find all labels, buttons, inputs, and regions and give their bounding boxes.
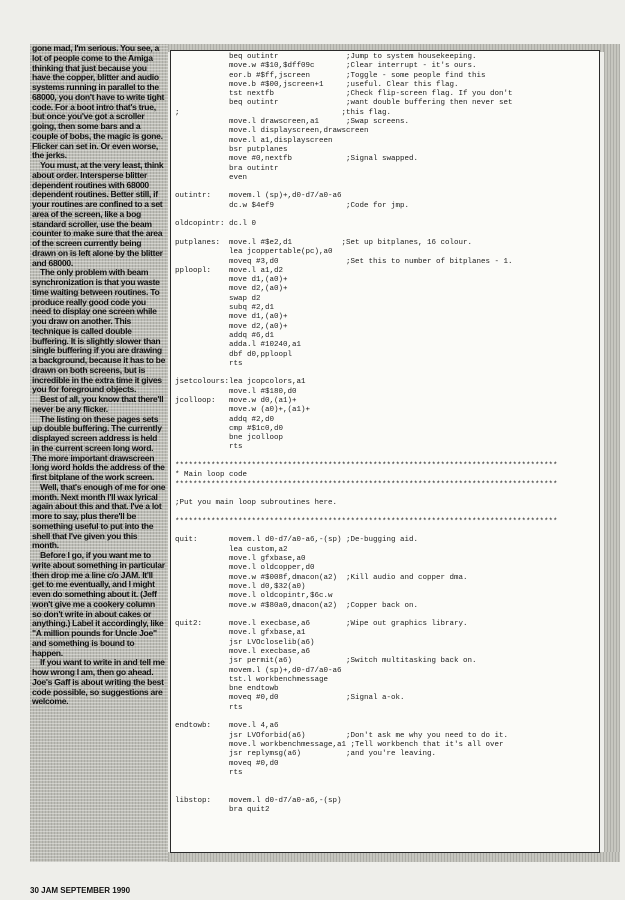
code-line: move.w #$80a0,dmacon(a2) ;Copper back on. — [175, 601, 419, 610]
code-line: eor.b #$ff,jscreen ;Toggle - some people find this — [175, 71, 486, 80]
code-line: rts — [175, 359, 243, 368]
code-line: rts — [175, 768, 243, 777]
code-line: ; ;this flag. — [175, 108, 392, 117]
code-line: jsr permit(a6) ;Switch multitasking back on. — [175, 657, 477, 666]
code-line: move.w (a0)+,(a1)+ — [175, 406, 311, 415]
article-paragraph: Before I go, if you want me to write about something in particular then drop me a line c/o JAM. It'll get to me eventually, and I might even do something about it. (Jeff won't give me a cookery column so don't write in about cakes or anything.) Label it accordingly, like "A million pounds for Uncle Joe" and something is bound to happen. — [32, 550, 165, 658]
code-line: move.w #$10,$dff09c ;Clear interrupt - it's ours. — [175, 62, 477, 71]
code-line: even — [175, 173, 248, 182]
code-line: jsr replymsg(a6) ;and you're leaving. — [175, 750, 437, 759]
code-listing-panel — [170, 50, 600, 853]
article-paragraph: Best of all, you know that there'll never be any flicker. — [32, 394, 164, 414]
code-line: libstop: movem.l d0-d7/a0-a6,-(sp) — [175, 796, 342, 805]
code-line: move.b #$00,jscreen+1 ;useful. Clear this flag. — [175, 80, 459, 89]
code-line: jcolloop: move.w d0,(a1)+ — [175, 396, 297, 405]
article-column — [30, 44, 168, 862]
code-line: quit: movem.l d0-d7/a0-a6,-(sp) ;De-bugging aid. — [175, 536, 419, 545]
code-line: cmp #$1c0,d0 — [175, 424, 284, 433]
code-line: move.l oldcopper,d0 — [175, 564, 315, 573]
code-line: move d1,(a0)+ — [175, 276, 288, 285]
code-line: beq outintr ;want double buffering then never set — [175, 99, 513, 108]
article-paragraph: The listing on these pages sets up double buffering. The currently displayed screen address is held in the current screen long word. The more important drawscreen long word holds the address of the first bitplane of the work screen. — [32, 413, 165, 482]
code-line: endtowb: move.l 4,a6 — [175, 722, 279, 731]
code-line: jsetcolours:lea jcopcolors,a1 — [175, 378, 306, 387]
code-line: beq outintr ;Jump to system housekeeping. — [175, 53, 477, 61]
code-line: bne endtowb — [175, 685, 279, 694]
code-line: move.l workbenchmessage,a1 ;Tell workbench that it's all over — [175, 740, 504, 749]
code-line: move.l displayscreen,drawscreen — [175, 127, 369, 136]
code-line: move d2,(a0)+ — [175, 322, 288, 331]
code-line: dc.w $4ef9 ;Code for jmp. — [175, 201, 410, 210]
code-line: rts — [175, 443, 243, 452]
code-line: oldcopintr: dc.l 0 — [175, 220, 257, 229]
code-line: addq #6,d1 — [175, 331, 275, 340]
halftone-border-right — [604, 44, 620, 862]
code-line: * Main loop code — [175, 471, 248, 480]
article-paragraph: Well, that's enough of me for one month. Next month I'll wax lyrical again about this and that. I've a lot more to say, plus there'll be something useful to put into the shell that I've given you this month. — [32, 481, 166, 551]
code-line: ************************************************************************************* — [175, 517, 558, 526]
halftone-border-bottom — [168, 852, 620, 862]
code-line: ;Put you main loop subroutines here. — [175, 499, 338, 508]
code-line: moveq #3,d0 ;Set this to number of bitplanes - 1. — [175, 257, 513, 266]
code-line: move d2,(a0)+ — [175, 285, 288, 294]
code-line: move.w #$008f,dmacon(a2) ;Kill audio and copper dma. — [175, 573, 468, 582]
code-line: dbf d0,pploopl — [175, 350, 293, 359]
code-line: move.l execbase,a6 — [175, 648, 311, 656]
code-line: moveq #0,d0 ;Signal a-ok. — [175, 694, 405, 703]
code-line: lea jcoppertable(pc),a0 — [175, 248, 333, 257]
code-line: rts — [175, 703, 243, 712]
code-listing — [175, 53, 558, 815]
code-line: move d1,(a0)+ — [175, 313, 288, 322]
code-line: tst.l workbenchmessage — [175, 675, 329, 684]
code-line: bsr putplanes — [175, 145, 288, 154]
code-line: move.l d0,$32(a0) — [175, 582, 306, 591]
code-line: bra outintr — [175, 164, 279, 173]
code-line: ************************************************************************************* — [175, 462, 558, 471]
code-line: bra quit2 — [175, 806, 270, 815]
code-line: move.l a1,displayscreen — [175, 136, 333, 145]
article-paragraph: If you want to write in and tell me how wrong I am, then go ahead. Joe's Gaff is about writing the best code possible, so suggestions are welcome. — [32, 657, 165, 707]
code-line: jsr LVOcloselib(a6) — [175, 638, 315, 647]
article-paragraph: gone mad, I'm serious. You see, a lot of people come to the Amiga thinking that just because you have the copper, blitter and audio systems running in parallel to the 68000, you don't have to write tight code. For a boot intro that's true, but once you've got a scroller going, then some bars and a couple of bobs, the magic is gone. Flicker can set in. Or even worse, the jerks. — [32, 44, 165, 161]
article-paragraph: The only problem with beam synchronization is that you waste time waiting between routines. To produce really good code you need to display one screen while you draw on another. This technique is called double buffering. It is slightly slower than single buffering if you are drawing a background, because it has to be drawn on both screens, but is incredible in the extra time it gives you for foreground objects. — [32, 267, 166, 395]
code-line: putplanes: move.l #$e2,d1 ;Set up bitplanes, 16 colour. — [175, 238, 473, 247]
article-paragraph: You must, at the very least, think about order. Intersperse blitter dependent routines with 68000 dependent routines. Better still, if your routines are confined to a set area of the screen, like a bog standard scroller, use the beam counter to make sure that the area of the screen currently being drawn on is left alone by the blitter and 68000. — [32, 160, 164, 268]
code-line: move.l drawscreen,a1 ;Swap screens. — [175, 118, 410, 127]
code-line: tst nextfb ;Check flip-screen flag. If you don't — [175, 90, 513, 99]
code-line: addq #2,d0 — [175, 415, 275, 424]
code-line: ************************************************************************************* — [175, 480, 558, 489]
code-line: move.l gfxbase,a0 — [175, 555, 306, 564]
code-line: movem.l (sp)+,d0-d7/a0-a6 — [175, 666, 342, 675]
code-line: move.l #$180,d0 — [175, 387, 297, 396]
code-line: move.l oldcopintr,$6c.w — [175, 592, 333, 601]
code-line: lea custom,a2 — [175, 545, 288, 554]
code-line: swap d2 — [175, 294, 261, 303]
code-line: outintr: movem.l (sp)+,d0-d7/a0-a6 — [175, 192, 342, 201]
code-line: quit2: move.l execbase,a6 ;Wipe out graphics library. — [175, 620, 468, 629]
code-line: move.l gfxbase,a1 — [175, 629, 306, 638]
page-footer: 30 JAM SEPTEMBER 1990 — [30, 886, 131, 895]
code-line: subq #2,d1 — [175, 304, 275, 313]
code-line: move #0,nextfb ;Signal swapped. — [175, 155, 419, 164]
code-line: adda.l #10240,a1 — [175, 341, 302, 350]
code-line: jsr LVOforbid(a6) ;Don't ask me why you need to do it. — [175, 731, 509, 740]
code-line: moveq #0,d0 — [175, 759, 279, 768]
code-line: pploopl: move.l a1,d2 — [175, 266, 284, 275]
code-line: bne jcolloop — [175, 434, 284, 443]
